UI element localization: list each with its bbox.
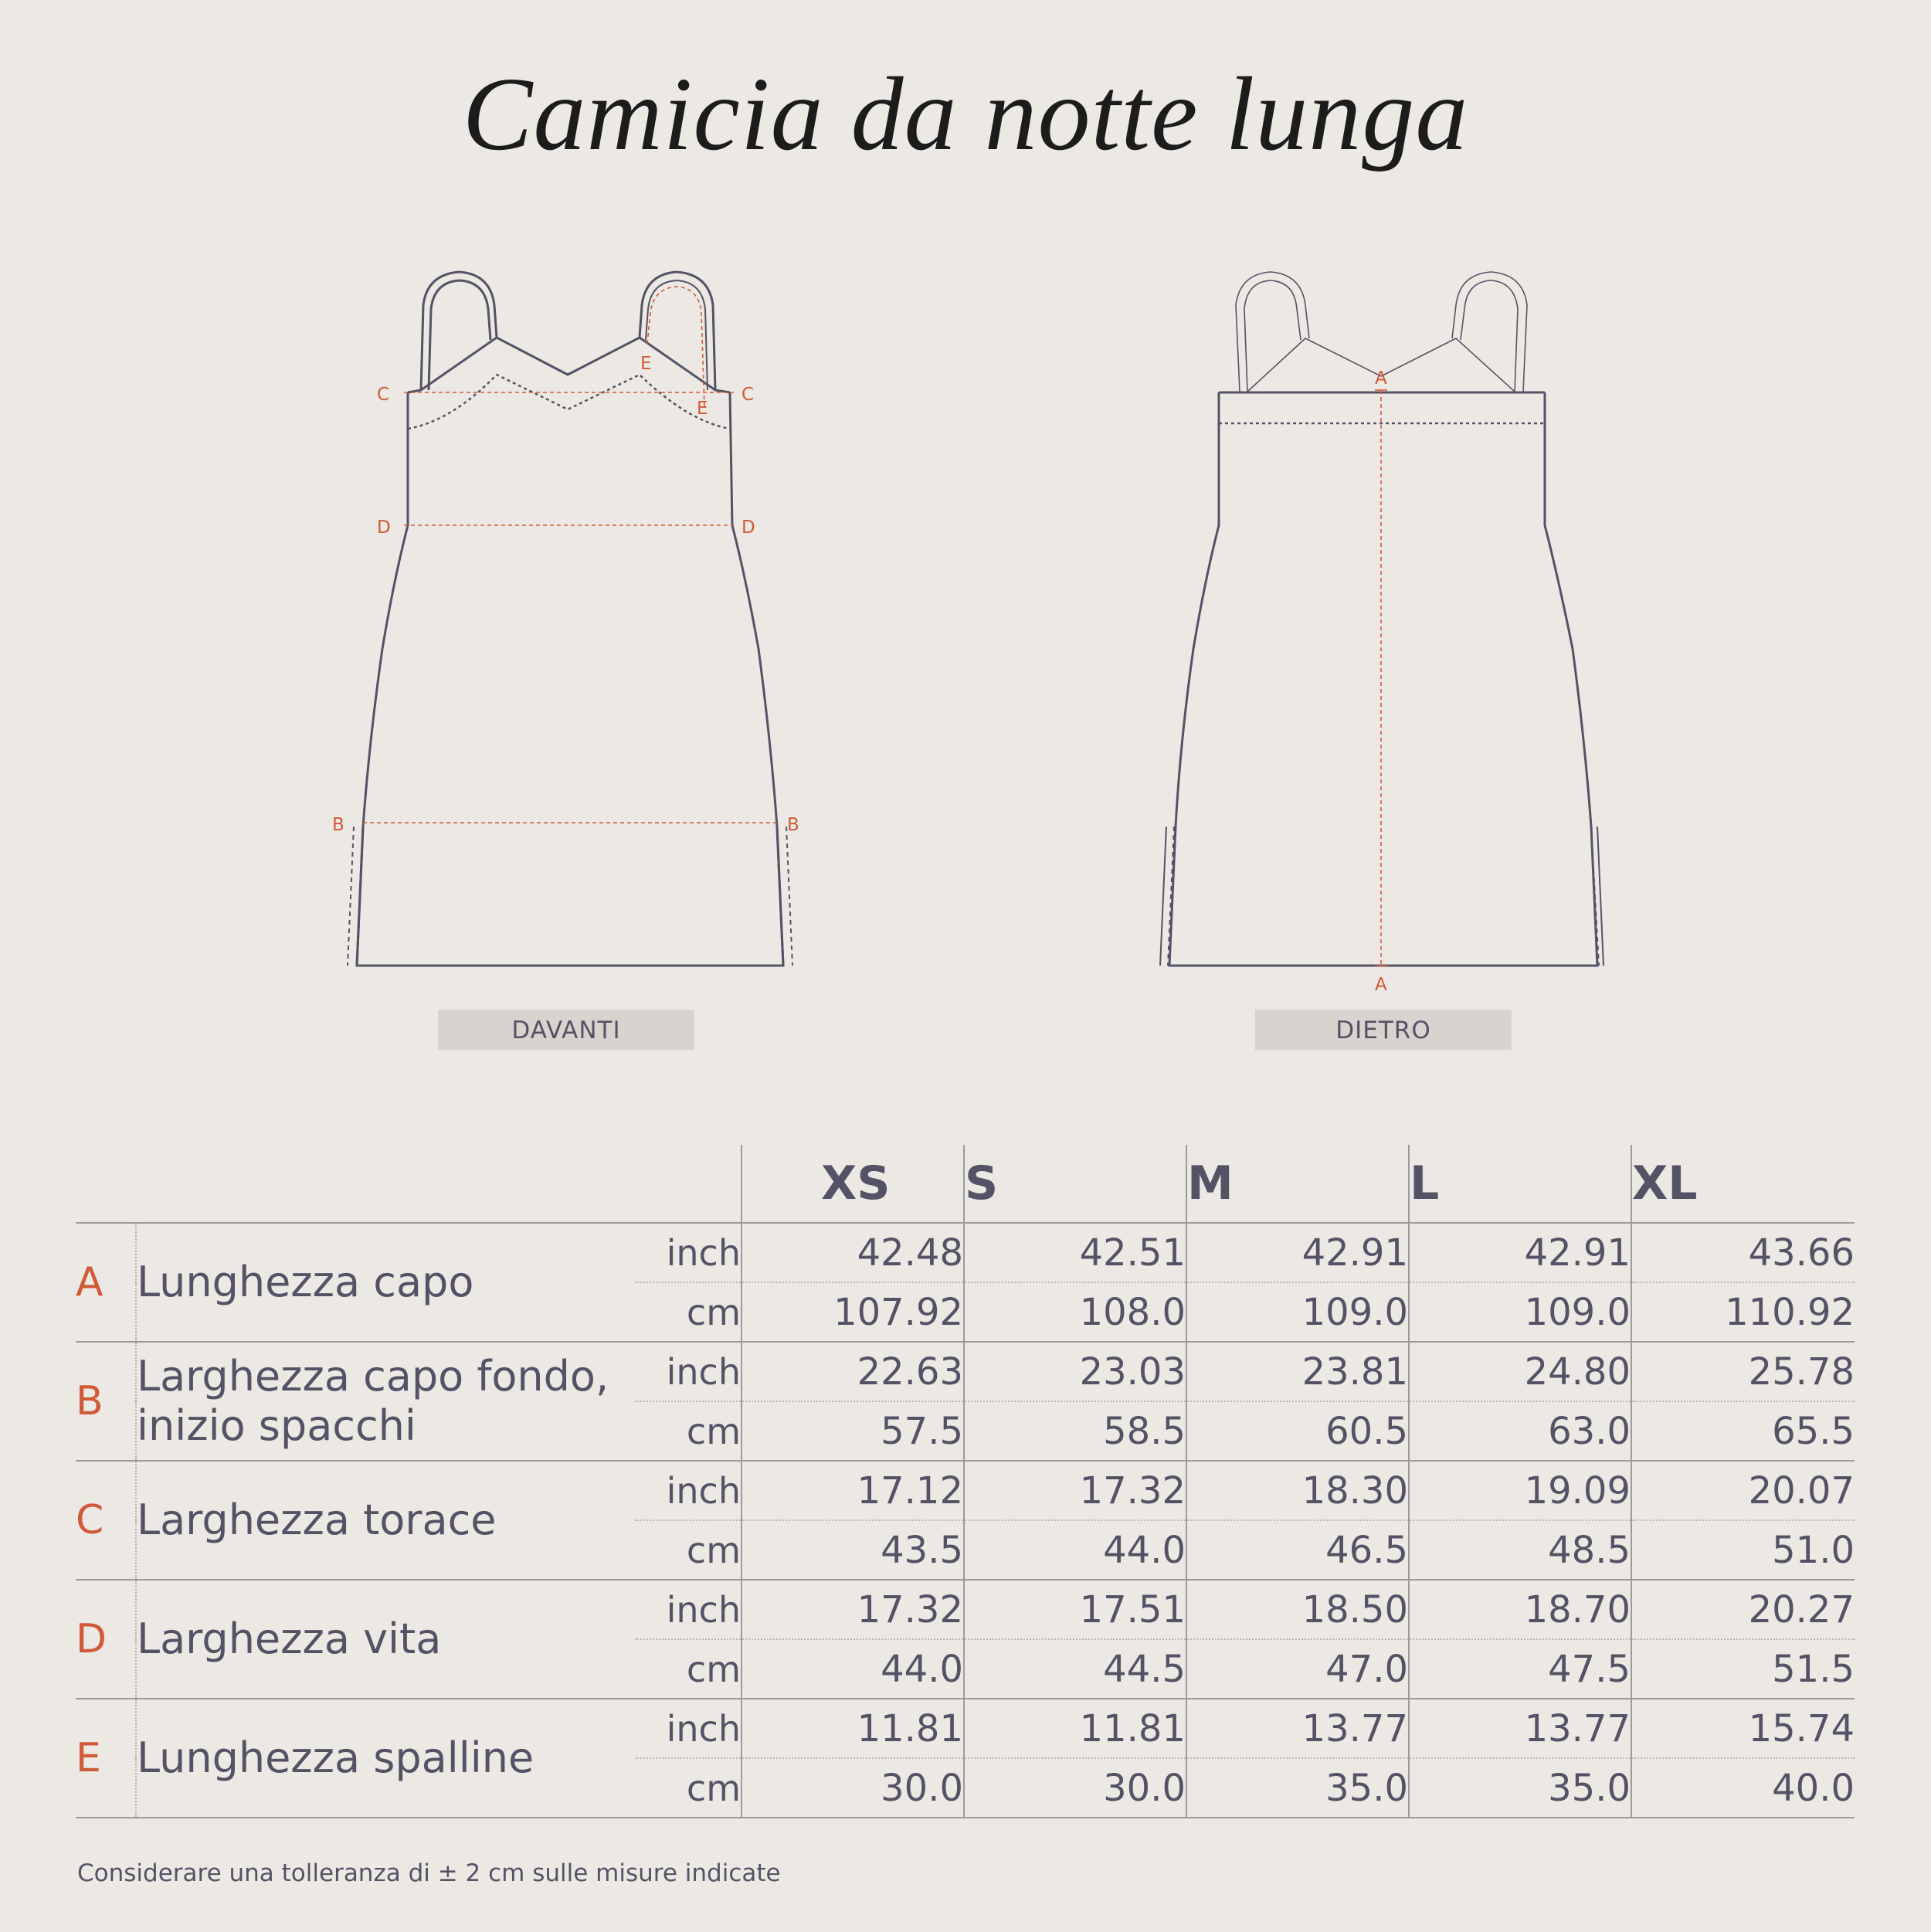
- unit-label: cm: [635, 1401, 742, 1461]
- table-cell: 44.0: [964, 1520, 1186, 1580]
- unit-label: inch: [635, 1699, 742, 1758]
- measure-row-e-inch: [76, 1699, 1855, 1758]
- measure-row-b-inch: [76, 1342, 1855, 1401]
- front-mark-d-left: D: [377, 518, 391, 538]
- back-view-label: DIETRO: [1255, 1010, 1512, 1050]
- size-header-m: M: [1186, 1145, 1409, 1223]
- front-mark-b-right: B: [787, 815, 799, 835]
- table-cell: 15.74: [1631, 1699, 1855, 1758]
- table-cell: 19.09: [1409, 1461, 1631, 1520]
- table-cell: 30.0: [742, 1758, 964, 1818]
- measure-row-c-inch: [76, 1461, 1855, 1520]
- front-mark-c-left: C: [377, 385, 390, 405]
- table-cell: 47.0: [1186, 1639, 1409, 1699]
- table-cell: 65.5: [1631, 1401, 1855, 1461]
- measure-label: [136, 1699, 635, 1818]
- table-cell: 46.5: [1186, 1520, 1409, 1580]
- measure-label-line: Larghezza capo fondo,: [137, 1352, 609, 1401]
- table-cell: 42.91: [1409, 1223, 1631, 1282]
- measure-label-line: Lunghezza capo: [137, 1258, 474, 1306]
- unit-label: inch: [635, 1223, 742, 1282]
- front-view-label: DAVANTI: [438, 1010, 694, 1050]
- table-cell: 11.81: [964, 1699, 1186, 1758]
- table-cell: 43.66: [1631, 1223, 1855, 1282]
- table-cell: 44.0: [742, 1639, 964, 1699]
- table-cell: 17.12: [742, 1461, 964, 1520]
- front-mark-b-left: B: [332, 815, 344, 835]
- table-cell: 17.32: [964, 1461, 1186, 1520]
- table-cell: 47.5: [1409, 1639, 1631, 1699]
- table-cell: 22.63: [742, 1342, 964, 1401]
- unit-label: cm: [635, 1520, 742, 1580]
- table-cell: 24.80: [1409, 1342, 1631, 1401]
- table-cell: 58.5: [964, 1401, 1186, 1461]
- table-cell: 25.78: [1631, 1342, 1855, 1401]
- table-cell: 48.5: [1409, 1520, 1631, 1580]
- table-cell: 51.0: [1631, 1520, 1855, 1580]
- measure-label: [136, 1461, 635, 1580]
- table-cell: 23.81: [1186, 1342, 1409, 1401]
- size-table: [76, 1145, 1855, 1818]
- measure-row-d-inch: [76, 1580, 1855, 1639]
- front-mark-d-right: D: [742, 518, 755, 538]
- unit-label: inch: [635, 1580, 742, 1639]
- table-cell: 63.0: [1409, 1401, 1631, 1461]
- measure-row-a-inch: [76, 1223, 1855, 1282]
- tolerance-note: Considerare una tolleranza di ± 2 cm sulle misure indicate: [77, 1859, 781, 1887]
- table-cell: 44.5: [964, 1639, 1186, 1699]
- table-cell: 110.92: [1631, 1282, 1855, 1342]
- table-cell: 109.0: [1186, 1282, 1409, 1342]
- table-cell: 23.03: [964, 1342, 1186, 1401]
- front-mark-c-right: C: [742, 385, 755, 405]
- table-cell: 51.5: [1631, 1639, 1855, 1699]
- table-cell: 20.07: [1631, 1461, 1855, 1520]
- measure-label-line: Lunghezza spalline: [137, 1733, 535, 1782]
- size-header-l: L: [1409, 1145, 1631, 1223]
- measure-letter: D: [76, 1580, 136, 1699]
- measure-letter: C: [76, 1461, 136, 1580]
- unit-label: inch: [635, 1342, 742, 1401]
- table-cell: 13.77: [1186, 1699, 1409, 1758]
- measure-label: [136, 1342, 635, 1461]
- unit-label: cm: [635, 1282, 742, 1342]
- table-cell: 18.70: [1409, 1580, 1631, 1639]
- table-cell: 17.32: [742, 1580, 964, 1639]
- table-cell: 13.77: [1409, 1699, 1631, 1758]
- measure-label-line: Larghezza torace: [137, 1496, 497, 1544]
- measure-label-line: inizio spacchi: [137, 1401, 416, 1450]
- table-cell: 17.51: [964, 1580, 1186, 1639]
- table-cell: 57.5: [742, 1401, 964, 1461]
- unit-label: inch: [635, 1461, 742, 1520]
- table-cell: 43.5: [742, 1520, 964, 1580]
- front-mark-e-top: E: [640, 354, 652, 374]
- table-cell: 42.48: [742, 1223, 964, 1282]
- table-cell: 42.91: [1186, 1223, 1409, 1282]
- measure-letter: E: [76, 1699, 136, 1818]
- back-mark-a-bottom: A: [1375, 975, 1387, 995]
- table-cell: 18.30: [1186, 1461, 1409, 1520]
- front-garment-drawing: [348, 272, 792, 966]
- size-header-xs: XS: [742, 1145, 964, 1223]
- table-cell: 42.51: [964, 1223, 1186, 1282]
- table-cell: 109.0: [1409, 1282, 1631, 1342]
- size-header-xl: XL: [1631, 1145, 1855, 1223]
- size-header-s: S: [964, 1145, 1186, 1223]
- table-cell: 30.0: [964, 1758, 1186, 1818]
- page-title: Camicia da notte lunga: [462, 56, 1469, 172]
- table-cell: 35.0: [1409, 1758, 1631, 1818]
- measure-label-line: Larghezza vita: [137, 1615, 442, 1663]
- measure-letter: B: [76, 1342, 136, 1461]
- table-cell: 40.0: [1631, 1758, 1855, 1818]
- table-cell: 20.27: [1631, 1580, 1855, 1639]
- measure-label: [136, 1580, 635, 1699]
- unit-label: cm: [635, 1639, 742, 1699]
- measure-letter: A: [76, 1223, 136, 1342]
- front-mark-e-bottom: E: [697, 399, 708, 419]
- size-header-row: [76, 1145, 1855, 1223]
- unit-label: cm: [635, 1758, 742, 1818]
- table-cell: 35.0: [1186, 1758, 1409, 1818]
- table-cell: 11.81: [742, 1699, 964, 1758]
- table-cell: 108.0: [964, 1282, 1186, 1342]
- back-mark-a-top: A: [1375, 368, 1387, 389]
- back-measure-line-a: [1375, 390, 1387, 966]
- table-cell: 18.50: [1186, 1580, 1409, 1639]
- measure-label: [136, 1223, 635, 1342]
- table-cell: 60.5: [1186, 1401, 1409, 1461]
- table-cell: 107.92: [742, 1282, 964, 1342]
